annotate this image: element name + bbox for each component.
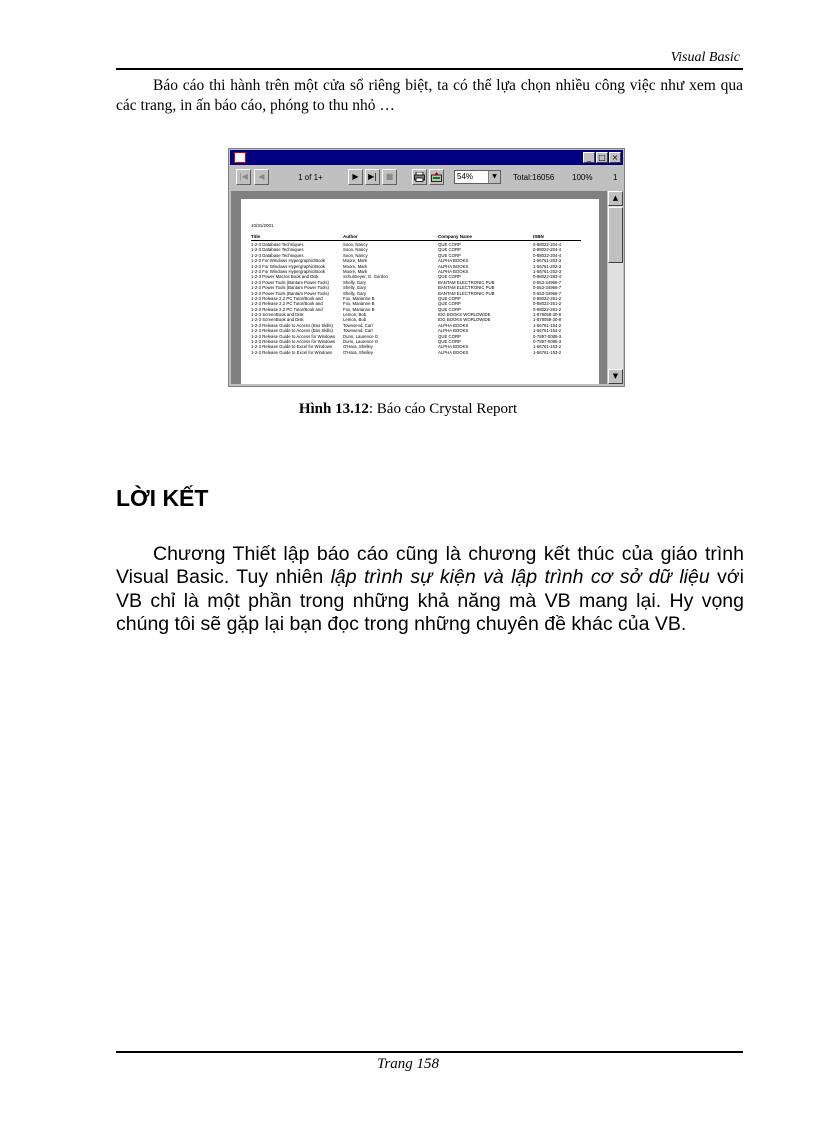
table-cell: 1-2-3 Release Guide to Access (Bus Skills) bbox=[251, 328, 333, 334]
report-rows bbox=[251, 242, 581, 355]
table-cell: Moore, Mark bbox=[343, 268, 368, 274]
minimize-button[interactable]: _ bbox=[583, 152, 595, 163]
table-cell: 1-2-3 Power Tools (Bantam Power Tools) bbox=[251, 279, 329, 285]
table-cell: QUE CORP bbox=[438, 247, 461, 253]
header-rule bbox=[116, 68, 743, 70]
zoom-value: 54% bbox=[457, 172, 474, 181]
table-cell: 1-2-3 Release 2.2 PC Tutor/Book and bbox=[251, 301, 323, 307]
footer-rule bbox=[116, 1051, 743, 1053]
table-cell: 0-553-34966-7 bbox=[533, 285, 562, 291]
scroll-down-button[interactable]: ▼ bbox=[608, 369, 623, 384]
header-title: Visual Basic bbox=[670, 50, 740, 65]
table-cell: QUE CORP bbox=[438, 301, 461, 307]
table-cell: Moore, Mark bbox=[343, 258, 368, 264]
table-cell: QUE CORP bbox=[438, 252, 461, 258]
next-page-button[interactable]: ▶ bbox=[348, 169, 363, 185]
table-cell: 0-7897-0085-3 bbox=[533, 339, 562, 345]
table-cell: 0-88022-261-2 bbox=[533, 301, 562, 307]
figure-caption-text: : Báo cáo Crystal Report bbox=[368, 401, 518, 417]
table-cell: 0-88022-204-4 bbox=[533, 252, 562, 258]
table-cell: 1-56761-202-3 bbox=[533, 263, 562, 269]
column-header: ISBN bbox=[533, 234, 544, 239]
table-cell: ALPHA BOOKS bbox=[438, 268, 469, 274]
table-cell: Soon, Nancy bbox=[343, 242, 368, 247]
export-icon bbox=[431, 172, 442, 182]
table-cell: QUE CORP bbox=[438, 306, 461, 312]
closing-text-1: Chương Thiết lập báo cáo cũng là chương kết thúc của giáo trình Visual Basic. Tuy nhiên bbox=[116, 543, 744, 589]
close-button[interactable]: × bbox=[609, 152, 621, 163]
table-cell: ALPHA BOOKS bbox=[438, 258, 469, 264]
table-cell: Moore, Mark bbox=[343, 263, 368, 269]
table-cell: BANTAM ELECTRONIC PUB bbox=[438, 290, 495, 296]
last-page-button[interactable]: ▶| bbox=[365, 169, 380, 185]
table-cell: 1-2-3 Power Tools (Bantam Power Tools) bbox=[251, 285, 329, 291]
table-cell: Soon, Nancy bbox=[343, 252, 368, 258]
title-bar[interactable] bbox=[230, 150, 623, 165]
scroll-thumb[interactable] bbox=[608, 207, 623, 263]
table-cell: ALPHA BOOKS bbox=[438, 263, 469, 269]
table-cell: 1-2-3 For Windows Hypergraphic/Book bbox=[251, 263, 326, 269]
table-cell: 1-56761-153-2 bbox=[533, 344, 562, 350]
prev-page-button[interactable]: ◀ bbox=[254, 169, 269, 185]
table-cell: 1-2-3 Database Techniques bbox=[251, 242, 304, 247]
table-row bbox=[251, 350, 581, 355]
table-cell: 1-2-3 Release Guide to Access for Windows bbox=[251, 333, 336, 339]
table-cell: QUE CORP bbox=[438, 295, 461, 301]
table-cell: Fox, Marianne B bbox=[343, 295, 375, 301]
report-date: 10/31/2001 bbox=[251, 223, 274, 228]
page-indicator: 1 of 1+ bbox=[298, 173, 323, 182]
report-header-row bbox=[251, 234, 581, 241]
table-cell: ALPHA BOOKS bbox=[438, 322, 469, 328]
table-cell: 1-2-3 Release 2.2 PC Tutor/Book and bbox=[251, 306, 323, 312]
table-cell: 0-88022-261-2 bbox=[533, 295, 562, 301]
table-cell: IDG BOOKS WORLDWIDE bbox=[438, 312, 491, 318]
table-cell: QUE CORP bbox=[438, 339, 461, 345]
table-cell: 0-7897-0085-3 bbox=[533, 333, 562, 339]
percent-read: 100% bbox=[572, 173, 593, 182]
table-cell: BANTAM ELECTRONIC PUB bbox=[438, 285, 495, 291]
table-cell: QUE CORP bbox=[438, 242, 461, 247]
table-cell: 1-2-3 Database Techniques bbox=[251, 252, 304, 258]
table-cell: Townsend, Carl bbox=[343, 322, 373, 328]
print-button[interactable] bbox=[412, 169, 427, 185]
scroll-up-button[interactable]: ▲ bbox=[608, 191, 623, 206]
table-cell: IDG BOOKS WORLDWIDE bbox=[438, 317, 491, 323]
table-cell: ALPHA BOOKS bbox=[438, 344, 469, 350]
table-cell: 1-878058-30-8 bbox=[533, 312, 562, 318]
table-cell: QUE CORP bbox=[438, 274, 461, 280]
table-cell: 1-2-3 ScreenBook and Disk bbox=[251, 312, 304, 318]
record-count: 1 bbox=[613, 173, 618, 182]
table-cell: Fox, Marianne B bbox=[343, 301, 375, 307]
report-page bbox=[241, 199, 599, 384]
table-cell: Schulmeyer, G. Gordon bbox=[343, 274, 388, 280]
closing-paragraph bbox=[116, 543, 744, 637]
table-cell: Shelly, Gary bbox=[343, 279, 367, 285]
intro-paragraph: Báo cáo thi hành trên một cửa sổ riêng biệt, ta có thể lựa chọn nhiều công việc như xem qua các trang, in ấn báo cáo, phóng to thu nhỏ … bbox=[116, 77, 743, 114]
toolbar bbox=[230, 166, 623, 190]
app-icon bbox=[234, 152, 246, 163]
chevron-down-icon[interactable]: ▼ bbox=[488, 171, 500, 183]
table-cell: 1-2-3 Database Techniques bbox=[251, 247, 304, 253]
table-cell: Townsend, Carl bbox=[343, 328, 373, 334]
table-cell: Lemon, Bob bbox=[343, 312, 367, 318]
table-cell: ALPHA BOOKS bbox=[438, 328, 469, 334]
table-cell: 0-553-34966-7 bbox=[533, 279, 562, 285]
figure-label: Hình 13.12 bbox=[298, 401, 369, 417]
table-cell: 1-2-3 For Windows Hypergraphic/Book bbox=[251, 258, 326, 264]
table-cell: O'Hara, Shelley bbox=[343, 344, 373, 350]
table-cell: 1-2-3 For Windows Hypergraphic/Book bbox=[251, 268, 326, 274]
table-cell: ALPHA BOOKS bbox=[438, 349, 469, 355]
report-window bbox=[228, 148, 625, 387]
maximize-button[interactable]: □ bbox=[596, 152, 608, 163]
table-cell: 0-88022-204-4 bbox=[533, 242, 562, 247]
table-cell: 0-88022-204-4 bbox=[533, 247, 562, 253]
table-cell: 1-56761-154-2 bbox=[533, 328, 562, 334]
table-cell: 1-56761-202-3 bbox=[533, 268, 562, 274]
vertical-scrollbar[interactable] bbox=[608, 191, 623, 384]
table-cell: Fox, Marianne B bbox=[343, 306, 375, 312]
table-cell: 1-2-3 Release Guide to Access for Windows bbox=[251, 339, 336, 345]
report-figure bbox=[228, 148, 625, 387]
table-cell: 0-553-34966-7 bbox=[533, 290, 562, 296]
table-cell: 1-56761-154-2 bbox=[533, 322, 562, 328]
table-cell: O'Hara, Shelley bbox=[343, 349, 373, 355]
table-cell: Soon, Nancy bbox=[343, 247, 368, 253]
table-cell: 1-56761-202-3 bbox=[533, 258, 562, 264]
print-icon bbox=[414, 172, 425, 182]
table-cell: Shelly, Gary bbox=[343, 290, 367, 296]
table-cell: Shelly, Gary bbox=[343, 285, 367, 291]
section-title: LỜI KẾT bbox=[116, 485, 209, 511]
table-cell: Dunn, Laurence G bbox=[343, 333, 379, 339]
table-cell: 1-2-3 Power Tools (Bantam Power Tools) bbox=[251, 290, 329, 296]
export-button[interactable] bbox=[429, 169, 444, 185]
figure-caption bbox=[0, 401, 816, 418]
closing-text-2: với VB chỉ là một phần trong những khả năng mà VB mang lại. Hy vọng chúng tôi sẽ gặp lại bạn đọc trong những chuyên đề khác của VB. bbox=[116, 566, 744, 636]
stop-button[interactable]: ■ bbox=[382, 169, 397, 185]
table-cell: 1-2-3 Power Macros Book and Disk bbox=[251, 274, 319, 280]
column-header: Author bbox=[343, 234, 358, 239]
table-cell: Dunn, Laurence G bbox=[343, 339, 379, 345]
table-cell: 1-2-3 Release Guide to Excel for Windows bbox=[251, 344, 332, 350]
first-page-button[interactable]: |◀ bbox=[236, 169, 251, 185]
table-cell: 0-88022-261-2 bbox=[533, 306, 562, 312]
table-cell: 1-2-3 Release 2.2 PC Tutor/Book and bbox=[251, 295, 323, 301]
table-cell: QUE CORP bbox=[438, 333, 461, 339]
table-cell: 0-88022-283-4 bbox=[533, 274, 562, 280]
closing-italic: lập trình sự kiện và lập trình cơ sở dữ liệu bbox=[330, 566, 710, 589]
table-cell: 1-878058-30-8 bbox=[533, 317, 562, 323]
column-header: Title bbox=[251, 234, 261, 239]
page-number: Trang 158 bbox=[376, 1056, 440, 1072]
table-cell: 1-2-3 Release Guide to Access (Bus Skills) bbox=[251, 322, 333, 328]
table-cell: 1-2-3 ScreenBook and Disk bbox=[251, 317, 304, 323]
zoom-select[interactable] bbox=[454, 170, 501, 184]
table-cell: 1-2-3 Release Guide to Excel for Windows bbox=[251, 349, 332, 355]
report-preview[interactable] bbox=[231, 191, 607, 384]
table-cell: Lemon, Bob bbox=[343, 317, 367, 323]
total-records: Total:16056 bbox=[513, 173, 555, 182]
column-header: Company Name bbox=[438, 234, 473, 239]
table-cell: BANTAM ELECTRONIC PUB bbox=[438, 279, 495, 285]
table-cell: 1-56761-153-2 bbox=[533, 349, 562, 355]
